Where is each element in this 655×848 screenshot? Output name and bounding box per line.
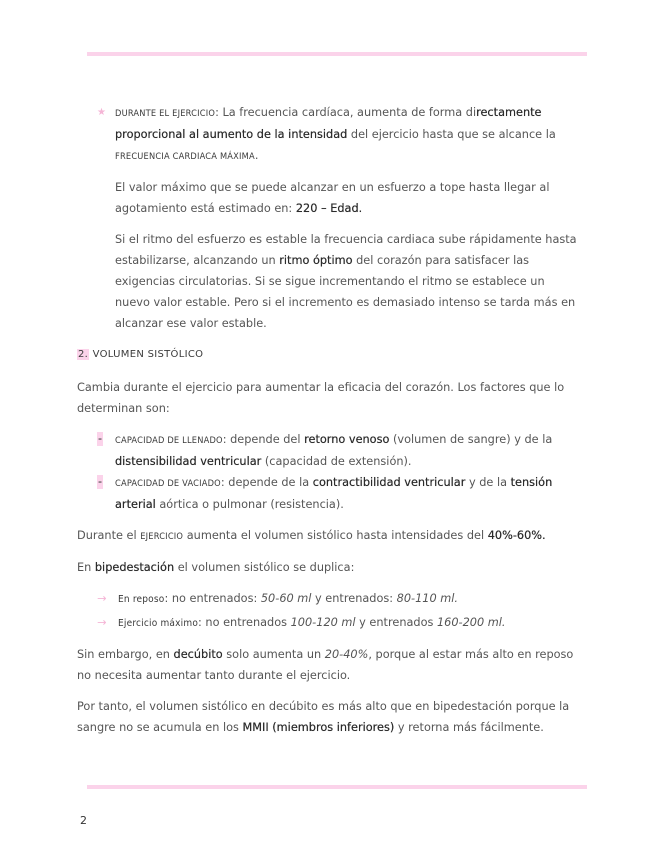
smallcaps-text: EJERCICIO bbox=[140, 531, 184, 542]
bold-text: decúbito bbox=[173, 648, 223, 661]
smallcaps-text: FRECUENCIA CARDIACA MÁXIMA bbox=[115, 151, 255, 162]
text: aumenta el volumen sistólico hasta intensidades del bbox=[183, 529, 488, 542]
text: y entrenados: bbox=[311, 592, 397, 605]
italic-text: 50-60 ml bbox=[260, 592, 312, 605]
section-number: 2. bbox=[78, 349, 89, 360]
text: : no entrenados: bbox=[164, 592, 261, 605]
page-content bbox=[77, 102, 582, 738]
bold-text: ritmo óptimo bbox=[279, 254, 353, 267]
text: y de la bbox=[465, 476, 511, 489]
paragraph-max-value bbox=[77, 177, 582, 219]
text: El valor máximo que se puede alcanzar en un esfuerzo a tope hasta llegar al agotamiento está estimado en: bbox=[115, 181, 550, 215]
text: y entrenados bbox=[355, 616, 437, 629]
arrow-item-max-exercise bbox=[77, 612, 582, 634]
text: Durante el bbox=[77, 529, 141, 542]
text: En bbox=[77, 561, 95, 574]
arrow-right-icon: → bbox=[97, 592, 107, 605]
text: : no entrenados bbox=[198, 616, 291, 629]
dash-bullet-icon: - bbox=[97, 432, 103, 445]
bold-text: tensión arterial bbox=[115, 476, 553, 511]
italic-text: 100-120 ml bbox=[290, 616, 356, 629]
text: , porque al estar más alto en reposo no necesita aumentar tanto durante el ejercicio. bbox=[77, 648, 574, 682]
footer-rule bbox=[87, 785, 587, 789]
paragraph-bipedestacion bbox=[77, 557, 582, 578]
text: : La frecuencia cardíaca, aumenta de forma di bbox=[215, 106, 477, 119]
text: (volumen de sangre) y de la bbox=[389, 433, 553, 446]
item-label: CAPACIDAD DE LLENADO bbox=[115, 435, 223, 446]
bold-text: MMII (miembros inferiores) bbox=[242, 721, 395, 734]
text: : depende de la bbox=[220, 476, 313, 489]
text: y retorna más fácilmente. bbox=[394, 721, 544, 734]
text: Por tanto, el volumen sistólico en decúbito es más alto que en bipedestación porque la sangre no se acumula en los bbox=[77, 700, 570, 734]
text: el volumen sistólico se duplica: bbox=[174, 561, 355, 574]
header-rule bbox=[87, 52, 587, 56]
text: solo aumenta un bbox=[222, 648, 325, 661]
paragraph-decubito bbox=[77, 644, 582, 686]
bold-text: contractibilidad ventricular bbox=[312, 476, 466, 489]
section-title: VOLUMEN SISTÓLICO bbox=[92, 349, 204, 360]
italic-text: 160-200 ml. bbox=[436, 616, 506, 629]
dash-item-filling bbox=[77, 429, 582, 472]
section-heading bbox=[77, 344, 582, 365]
text: Sin embargo, en bbox=[77, 648, 174, 661]
dash-item-emptying bbox=[77, 472, 582, 515]
text: . bbox=[254, 149, 259, 162]
text: : depende del bbox=[222, 433, 305, 446]
bold-text: rectamente proporcional al aumento de la intensidad bbox=[115, 106, 542, 141]
item-label: CAPACIDAD DE VACIADO bbox=[115, 478, 221, 489]
text: Si el ritmo del esfuerzo es estable la frecuencia cardiaca sube rápidamente hasta estabilizarse, alcanzando un bbox=[115, 233, 577, 267]
bold-text: retorno venoso bbox=[304, 433, 390, 446]
item-label: En reposo bbox=[118, 594, 165, 605]
bold-text: bipedestación bbox=[94, 561, 175, 574]
text: (capacidad de extensión). bbox=[261, 455, 412, 468]
paragraph-exercise bbox=[77, 525, 582, 547]
bold-text: 220 – Edad. bbox=[295, 202, 363, 215]
star-bullet-icon: ★ bbox=[97, 107, 106, 118]
dash-bullet-icon: - bbox=[97, 475, 103, 488]
arrow-right-icon: → bbox=[97, 616, 107, 629]
bullet-label: DURANTE EL EJERCICIO bbox=[115, 108, 216, 119]
arrow-item-rest bbox=[77, 588, 582, 610]
page-number: 2 bbox=[80, 814, 87, 827]
text: del ejercicio hasta que se alcance la bbox=[347, 128, 556, 141]
text: aórtica o pulmonar (resistencia). bbox=[155, 498, 344, 511]
item-label: Ejercicio máximo bbox=[118, 618, 199, 629]
paragraph-rhythm bbox=[77, 229, 582, 334]
paragraph-conclusion bbox=[77, 696, 582, 738]
italic-text: 20-40% bbox=[324, 648, 369, 661]
paragraph-intro: Cambia durante el ejercicio para aumentar la eficacia del corazón. Los factores que lo determinan son: bbox=[77, 381, 565, 415]
bold-text: 40%-60%. bbox=[487, 529, 546, 542]
bullet-during-exercise bbox=[77, 102, 582, 167]
bold-text: distensibilidad ventricular bbox=[115, 455, 262, 468]
text: del corazón para satisfacer las exigencias circulatorias. Si se sigue incrementando el ritmo se establece un nuevo valor estable. Pero si el incremento es demasiado intenso se tarda más en alcanzar ese valor estable. bbox=[115, 254, 576, 330]
italic-text: 80-110 ml. bbox=[396, 592, 458, 605]
